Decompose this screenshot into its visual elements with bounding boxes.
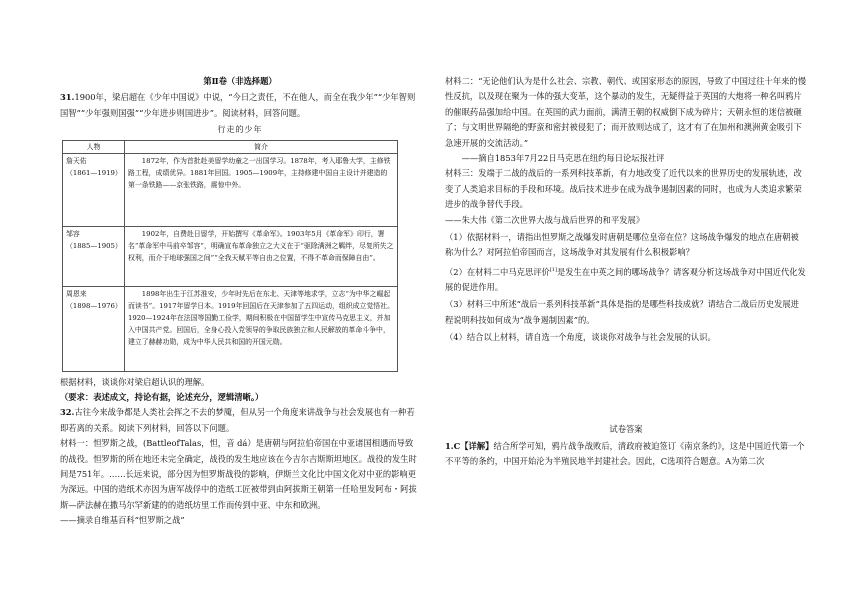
person-cell — [63, 286, 125, 371]
question-31-prompt: 根据材料，谈谈你对梁启超认识的理解。 — [60, 376, 210, 387]
table-row — [63, 286, 398, 371]
question-32-part-2-text: （2）在材料二中马克思评价 — [445, 266, 550, 277]
question-32-part-1: （1）依据材料一，请指出怛罗斯之战爆发时唐朝是哪位皇帝在位？这场战争爆发的地点在唐朝被称为什么？对阿拉伯帝国而言，这场战争对其发展有什么积极影响？ — [445, 232, 799, 258]
person-name: 詹天佑 — [66, 156, 87, 165]
person-cell — [63, 226, 125, 286]
person-name: 周恩来 — [66, 289, 87, 298]
question-32-intro — [60, 405, 420, 436]
person-years: （1885—1905） — [66, 241, 122, 250]
table-row — [63, 153, 398, 226]
left-column — [60, 74, 420, 529]
material-3-source: ——朱大伟《第二次世界大战与战后世界的和平发展》 — [445, 214, 645, 225]
table-header-person: 人物 — [63, 140, 125, 153]
footnote-marker: [1] — [549, 266, 557, 273]
question-32-number: 32. — [60, 407, 75, 418]
table-title: 行走的少年 — [217, 125, 263, 135]
question-31-intro — [60, 90, 420, 121]
table-header-row — [63, 140, 398, 153]
material-1: 材料一：怛罗斯之战，(BattleofTalas，怛，音 dá）是唐朝与阿拉伯帝国在中亚诸国相遇而导致的战役。怛罗斯的所在地还未完全确定，战役的发生地应该在今吉尔吉斯斯坦地区。战役的发生时间是751年。……长远来说，部分因为怛罗斯战役的影响，伊斯兰文化比中国文化对中亚的影响更为深远。中国的造纸术亦因为唐军战俘中的造纸工匠被带到由阿拔斯王朝第一任哈里发阿布・阿拔斯—萨法赫在撒马尔罕新建的的造纸坊里工作而传到中亚、中东和欧洲。 — [60, 438, 417, 510]
question-32-part-2-text-cont: 是发生在中英之间的哪场战争？请客观分析这场战争对中国近代化发展的促进作用。 — [445, 266, 806, 293]
question-32-part-4: （4）结合以上材料，请自选一个角度，谈谈你对战争与社会发展的认识。 — [445, 332, 716, 343]
person-years: （1861—1919） — [66, 168, 122, 177]
person-description: 1872年，作为首批赴美留学幼童之一出国学习。1878年，考入耶鲁大学，主修铁路工程，成绩优异。1881年回国。1905—1909年，主持修建中国自主设计并建造的第一条铁路——京张铁路，震惊中外。 — [125, 153, 398, 226]
question-31-requirement: （要求：表述成文，持论有据，论述充分，逻辑清晰。） — [60, 392, 264, 403]
table-row — [63, 226, 398, 286]
person-years: （1898—1976） — [66, 301, 122, 310]
material-1-source: ——摘录自维基百科“怛罗斯之战” — [60, 515, 185, 526]
material-2: 材料二：“无论他们认为是什么社会、宗教、朝代、或国家形态的原因，导致了中国过往十年来的慢性反抗，以及现在聚为一体的强大变革，这个暴动的发生，无疑得益于英国的大炮将一种名叫鸦片的催眠药品强加给中国。在英国的武力面前，满清王朝的权威倒下成为碎片；天朝永恒的迷信被砸了；与文明世界隔绝的野蛮和密封被侵犯了；而开放则达成了，这才有了在加州和澳洲黄金吸引下急速开展的交流活动。” — [445, 76, 807, 148]
material-2-source: ——摘自1853年7月22日马克思在纽约每日论坛报社评 — [461, 153, 665, 164]
question-32-part-3: （3）材料三中所述“战后一系列科技革新”具体是指的是哪些科技成就？请结合二战后历史发展进程说明科技如何成为“战争遏制因素”的。 — [445, 299, 799, 325]
question-32-text: 古往今来战争都是人类社会挥之不去的梦魇，但从另一个角度来讲战争与社会发展也有一种若即若离的关系。阅读下列材料，回答以下问题。 — [60, 407, 415, 433]
table-header-intro: 简介 — [125, 140, 398, 153]
right-column — [445, 74, 807, 470]
section-title: 第Ⅱ卷（非选择题） — [203, 76, 277, 86]
material-3: 材料三：发端于二战的战后的一系列科技革新，有力地改变了近代以来的世界历史的发展轨迹，改变了人类追求目标的手段和环境。战后技术进步在成为战争遏制因素的同时，也成为人类追求繁荣进步的战争替代手段。 — [445, 168, 802, 210]
question-32-part-2 — [445, 263, 807, 296]
answer-1-text: 结合所学可知，鸦片战争战败后，清政府被迫签订《南京条约》，这是中国近代第一个不平等的条约，中国开始沦为半殖民地半封建社会。因此，C选项符合题意。A为第二次 — [445, 441, 805, 467]
spacer — [445, 346, 807, 422]
person-description: 1902年，自费赴日留学，开始撰写《革命军》。1903年5月《革命军》印行，署名“革命军中马前卒邹容”，明确宣布革命独立之大义在于“驱除满洲之羁绊，尽复所失之权利，而介于地球强国之间”“全我天赋平等自由之位置，不得不革命而保障自由”。 — [125, 226, 398, 286]
answer-1 — [445, 439, 807, 470]
person-name: 邹容 — [66, 229, 80, 238]
person-description: 1898年出生于江苏淮安，少年时先后在东北、天津等地求学，立志“为中华之崛起而读书”。1917年留学日本。1919年回国后在天津参加了五四运动，组织成立觉悟社。1920—1924年在法国等国勤工俭学，期间积极在中国留学生中宣传马克思主义，并加入中国共产党。回国后，全身心投入党领导的争取民族独立和人民解放的革命斗争中，建立了赫赫功勋，成为中华人民共和国的开国元勋。 — [125, 286, 398, 371]
person-cell — [63, 153, 125, 226]
question-31-number: 31. — [60, 92, 75, 103]
answer-1-label: 1.C【详解】 — [445, 441, 494, 452]
question-31-text: 1900年，梁启超在《少年中国说》中说，“今日之责任，不在他人，而全在我少年”“少年智则国智”“少年强则国强”“少年进步则国进步”。阅读材料，回答问题。 — [60, 92, 416, 118]
youth-table — [62, 140, 398, 372]
answer-title: 试卷答案 — [609, 423, 643, 434]
